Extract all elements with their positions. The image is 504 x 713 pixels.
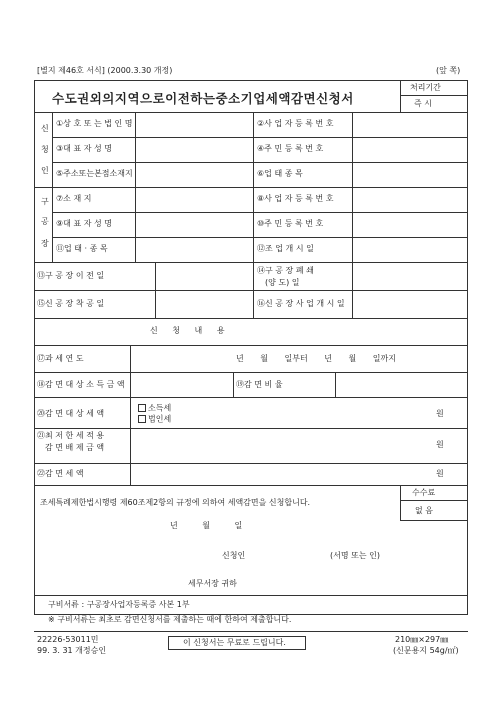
field-address-label: ⑤주소또는본점소재지	[56, 169, 133, 178]
old-factory-label-3: 장	[41, 239, 49, 248]
applicant-label-1: 신	[41, 124, 49, 133]
attachments-line-1: 구비서류 : 구공장사업자등록증 사본 1부	[48, 600, 190, 609]
min-tax-label-2: 감 면 배 제 금 액	[45, 443, 105, 452]
declaration-statement: 조세특례제한법시행령 제60조제2항의 규정에 의하여 세액감면을 신청합니다.	[40, 498, 311, 507]
reduction-income-label: ⑱감 면 대 상 소 득 금 액	[37, 380, 125, 389]
income-tax-option[interactable]: 소득세	[138, 404, 171, 413]
new-business-start-label: ⑯신 공 장 사 업 개 시 일	[257, 299, 345, 308]
footer-approval: 99. 3. 31 개정승인	[37, 646, 107, 655]
application-heading: 신 청 내 용	[150, 326, 231, 335]
min-tax-label-1: ㉑최 저 한 세 적 용	[37, 431, 105, 440]
processing-period-value: 즉 시	[414, 99, 432, 108]
tax-year-value[interactable]: 년 월 일부터 년 월 일까지	[236, 354, 396, 363]
form-title: 수도권외의지역으로이전하는중소기업세액감면신청서	[52, 91, 354, 106]
processing-period-label: 처리기간	[410, 83, 441, 92]
form-number: [별지 제46호 서식] (2000.3.30 개정)	[37, 66, 173, 75]
footer-code: 22226-53011민	[37, 635, 99, 644]
fee-value: 없 음	[415, 506, 433, 515]
field-old-business-reg-label: ⑧사 업 자 등 록 번 호	[257, 194, 334, 203]
exempt-tax-label: ㉒감 면 세 액	[37, 469, 84, 478]
corporate-tax-option[interactable]: 법인세	[138, 415, 171, 424]
field-business-type-label: ⑥업 태 종 목	[257, 169, 303, 178]
signature-placeholder[interactable]: (서명 또는 인)	[330, 551, 380, 560]
old-factory-label-1: 구	[41, 197, 49, 206]
closure-date-label-1: ⑭구 공 장 폐 쇄	[257, 266, 314, 275]
applicant-label-3: 인	[41, 166, 49, 175]
paper-type: (신문용지 54g/㎡)	[393, 646, 459, 655]
field-operation-start-label: ⑫조 업 개 시 일	[257, 244, 314, 253]
reduction-rate-label: ⑲감 면 비 율	[236, 380, 283, 389]
declaration-date[interactable]: 년 월 일	[170, 521, 243, 530]
field-company-name-label: ①상 호 또 는 법 인 명	[56, 119, 133, 128]
field-old-resident-reg-label: ⑩주 민 등 록 번 호	[257, 219, 324, 228]
closure-date-label-2: (양 도) 일	[265, 278, 300, 287]
free-notice: 이 신청서는 무료로 드립니다.	[183, 638, 286, 647]
exempt-tax-unit: 원	[436, 469, 444, 478]
relocation-date-label: ⑬구 공 장 이 전 일	[37, 271, 105, 280]
old-factory-label-2: 공	[41, 217, 49, 226]
tax-year-label: ⑰과 세 연 도	[37, 354, 84, 363]
fee-label: 수수료	[412, 488, 436, 497]
min-tax-unit: 원	[436, 440, 444, 449]
page-side: (앞 쪽)	[436, 66, 461, 75]
income-tax-checkbox[interactable]	[138, 404, 146, 412]
new-factory-start-label: ⑮신 공 장 착 공 일	[37, 299, 105, 308]
reduction-tax-label: ⑳감 면 대 상 세 액	[37, 409, 105, 418]
tax-amount-unit: 원	[436, 409, 444, 418]
paper-size: 210㎜×297㎜	[395, 635, 449, 644]
addressee: 세무서장 귀하	[188, 579, 237, 588]
field-old-business-type-label: ⑪업 태 · 종 목	[56, 244, 108, 253]
field-resident-reg-label: ④주 민 등 록 번 호	[257, 144, 324, 153]
applicant-label-2: 청	[41, 145, 49, 154]
field-location-label: ⑦소 재 지	[56, 194, 92, 203]
field-business-reg-label: ②사 업 자 등 록 번 호	[257, 119, 334, 128]
field-old-rep-name-label: ⑨대 표 자 성 명	[56, 219, 112, 228]
corporate-tax-checkbox[interactable]	[138, 415, 146, 423]
attachments-line-2: ※ 구비서류는 최초로 감면신청서를 제출하는 때에 한하여 제출합니다.	[48, 615, 292, 624]
applicant-signature-label: 신청인	[222, 551, 246, 560]
form-frame	[34, 80, 468, 615]
field-rep-name-label: ③대 표 자 성 명	[56, 144, 112, 153]
